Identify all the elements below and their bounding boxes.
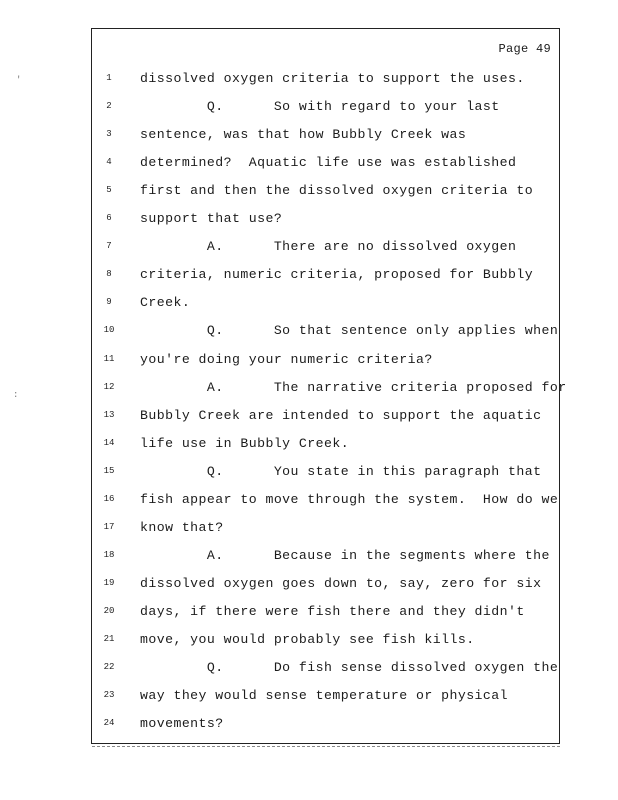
line-number: 8	[106, 269, 112, 280]
line-number: 14	[103, 437, 115, 448]
transcript-line: support that use?	[140, 211, 283, 227]
line-number: 20	[103, 605, 115, 616]
transcript-line: dissolved oxygen goes down to, say, zero for six	[140, 575, 542, 591]
transcript-line: criteria, numeric criteria, proposed for Bubbly	[140, 267, 534, 283]
line-number: 11	[103, 353, 115, 364]
transcript-line: days, if there were fish there and they didn't	[140, 603, 525, 619]
transcript-line: determined? Aquatic life use was established	[140, 155, 517, 171]
line-number: 7	[106, 241, 112, 252]
transcript-line: you're doing your numeric criteria?	[140, 351, 433, 367]
transcript-line: Q. So that sentence only applies when	[140, 323, 559, 339]
line-number: 21	[103, 634, 115, 644]
page-footer-rule	[92, 746, 560, 747]
line-number: 23	[103, 690, 115, 701]
transcript-line: A. There are no dissolved oxygen	[140, 239, 517, 255]
margin-mark: '	[16, 75, 22, 85]
line-number: 17	[103, 521, 115, 532]
transcript-line: dissolved oxygen criteria to support the uses.	[140, 71, 525, 86]
margin-mark: :	[13, 390, 19, 400]
line-number: 12	[103, 381, 115, 392]
transcript-line: way they would sense temperature or physical	[140, 688, 509, 704]
transcript-line: Q. So with regard to your last	[140, 99, 500, 115]
line-number: 13	[103, 409, 115, 420]
line-number: 16	[103, 493, 115, 504]
transcript-line: sentence, was that how Bubbly Creek was	[140, 127, 467, 143]
line-number: 24	[103, 718, 115, 729]
line-number: 18	[103, 549, 115, 560]
line-number: 19	[103, 577, 115, 588]
line-number: 2	[106, 101, 112, 112]
line-number: 15	[103, 465, 115, 476]
transcript-line: life use in Bubbly Creek.	[140, 435, 350, 451]
transcript-page	[91, 28, 567, 744]
line-number: 10	[103, 325, 115, 336]
line-number: 1	[106, 73, 112, 83]
line-number: 3	[106, 129, 112, 140]
transcript-line: A. The narrative criteria proposed for	[140, 379, 567, 395]
transcript-line: move, you would probably see fish kills.	[140, 632, 475, 647]
page-number: Page 49	[498, 42, 551, 56]
transcript-line: Q. Do fish sense dissolved oxygen the	[140, 660, 559, 676]
line-number: 5	[106, 185, 112, 196]
transcript-line: Creek.	[140, 295, 191, 311]
line-number: 9	[106, 297, 112, 308]
transcript-line: Bubbly Creek are intended to support the aquatic	[140, 407, 542, 423]
transcript-line: know that?	[140, 519, 224, 535]
transcript-line: fish appear to move through the system. How do we	[140, 491, 559, 507]
transcript-line: first and then the dissolved oxygen criteria to	[140, 183, 534, 199]
transcript-line: Q. You state in this paragraph that	[140, 463, 542, 479]
line-number: 22	[103, 662, 115, 673]
line-number: 6	[106, 213, 112, 224]
transcript-line: movements?	[140, 716, 224, 732]
line-number: 4	[106, 157, 112, 168]
transcript-line: A. Because in the segments where the	[140, 547, 550, 563]
